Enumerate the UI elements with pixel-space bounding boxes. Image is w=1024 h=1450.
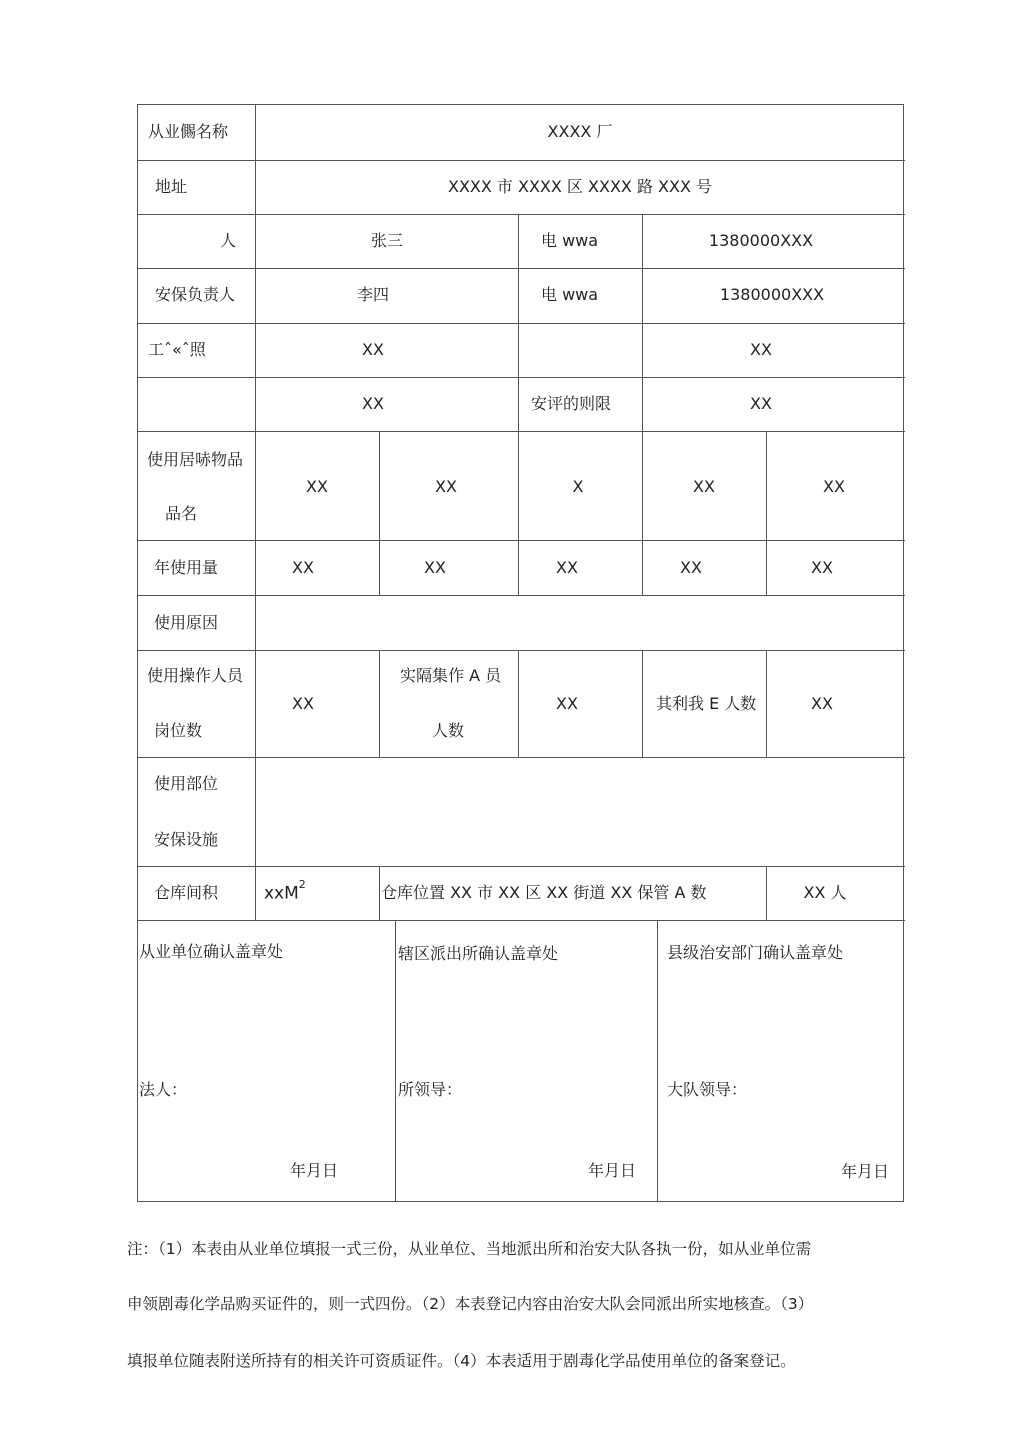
license-value-2: XX (750, 340, 772, 359)
annual-usage-value: XX (811, 558, 833, 577)
address-value: XXXX 市 XXXX 区 XXXX 路 XXX 号 (447, 177, 713, 196)
column-divider (766, 650, 767, 757)
warehouse-area-unit-sup: 2 (298, 878, 306, 891)
row-divider (138, 268, 905, 269)
item-name-value: XX (435, 477, 457, 496)
license-label: 工ˆ«ˆ照 (148, 340, 206, 359)
annual-usage-value: XX (292, 558, 314, 577)
warehouse-area-value (264, 878, 306, 904)
seal-date-unit: 年月日 (290, 1161, 339, 1180)
column-divider (379, 650, 380, 757)
annual-usage-value: XX (556, 558, 578, 577)
seal-date-police: 年月日 (588, 1161, 637, 1180)
operators-post-count: XX (292, 694, 314, 713)
row-divider (138, 540, 905, 541)
security-head-label: 安保负责人 (155, 285, 236, 304)
annual-usage-value: XX (424, 558, 446, 577)
seal-signer-unit: 法人： (139, 1080, 188, 1099)
item-names-label-line2: 品名 (165, 504, 198, 523)
item-name-value: XX (306, 477, 328, 496)
column-divider (518, 650, 519, 757)
warehouse-area-label: 仓库间积 (154, 883, 219, 902)
usage-dept-label-line1: 使用部位 (154, 774, 219, 793)
evaluation-deadline-label: 安评的则限 (531, 394, 612, 413)
item-name-value: XX (823, 477, 845, 496)
footnote-line-1: 注：（1）本表由从业单位填报一式三份，从业单位、当地派出所和治安大队各执一份，如从业单位需 (127, 1240, 812, 1258)
registration-form-table (137, 104, 904, 1202)
column-divider (395, 920, 396, 1202)
seal-date-county: 年月日 (841, 1162, 890, 1181)
item-name-value: XX (693, 477, 715, 496)
security-head-name: 李四 (356, 285, 390, 304)
row-divider (138, 866, 905, 867)
row-divider (138, 757, 905, 758)
unit-name-label: 从业儩名称 (148, 122, 229, 141)
row-divider (138, 920, 905, 921)
column-divider (518, 431, 519, 595)
column-divider (642, 431, 643, 595)
actual-operators-count: XX (556, 694, 578, 713)
row-divider (138, 160, 905, 161)
row-divider (138, 595, 905, 596)
legal-person-phone-label: 电 wwa (541, 231, 599, 250)
security-head-phone-label: 电 wwa (541, 285, 599, 304)
seal-signer-police: 所领导： (398, 1080, 463, 1099)
operators-label-line1: 使用操作人员 (147, 666, 244, 685)
column-divider (255, 105, 256, 920)
address-label: 地址 (155, 177, 188, 196)
evaluation-deadline-value: XX (750, 394, 772, 413)
legal-person-phone: 1380000XXX (708, 231, 814, 250)
security-head-phone: 1380000XXX (719, 285, 825, 304)
footnote-line-3: 填报单位随表附送所持有的相关许可资质证件。（4）本表适用于剧毒化学品使用单位的备案登记。 (127, 1352, 796, 1370)
column-divider (379, 431, 380, 595)
evaluation-value: XX (362, 394, 384, 413)
seal-title-county: 县级治安部门确认盖章处 (667, 943, 844, 962)
column-divider (657, 920, 658, 1202)
row-divider (138, 214, 905, 215)
usage-dept-label-line2: 安保设施 (154, 830, 219, 849)
unit-name-value: XXXX 厂 (547, 122, 613, 141)
usage-reason-label: 使用原因 (154, 613, 219, 632)
row-divider (138, 431, 905, 432)
actual-operators-label-line2: 人数 (432, 721, 465, 740)
row-divider (138, 377, 905, 378)
seal-title-police: 辖区派出所确认盖章处 (398, 944, 559, 963)
row-divider (138, 323, 905, 324)
item-name-value: X (572, 477, 584, 496)
seal-title-unit: 从业单位确认盖章处 (139, 942, 284, 961)
operators-label-line2: 岗位数 (154, 721, 203, 740)
warehouse-keepers: XX 人 (803, 883, 847, 902)
annual-usage-label: 年使用量 (154, 558, 219, 577)
column-divider (766, 431, 767, 595)
column-divider (642, 214, 643, 432)
legal-person-name: 张三 (370, 231, 404, 250)
legal-person-label: 人 (220, 231, 237, 250)
column-divider (642, 650, 643, 757)
column-divider (766, 866, 767, 920)
column-divider (518, 214, 519, 432)
other-staff-count: XX (811, 694, 833, 713)
item-names-label-line1: 使用居哧物品 (147, 450, 244, 469)
license-value: XX (362, 340, 384, 359)
footnote-line-2: 申领剧毒化学品购买证件的，则一式四份。（2）本表登记内容由治安大队会同派出所实地核查。（3） (127, 1295, 814, 1313)
row-divider (138, 650, 905, 651)
seal-signer-county: 大队领导： (667, 1080, 748, 1099)
warehouse-area-text: xxM (264, 883, 299, 904)
other-staff-label: 其利我 E 人数 (656, 694, 757, 713)
column-divider (379, 866, 380, 920)
warehouse-location: 仓库位置 XX 市 XX 区 XX 街道 XX 保管 A 数 (381, 883, 707, 902)
annual-usage-value: XX (680, 558, 702, 577)
actual-operators-label-line1: 实隔集作 A 员 (400, 666, 502, 685)
